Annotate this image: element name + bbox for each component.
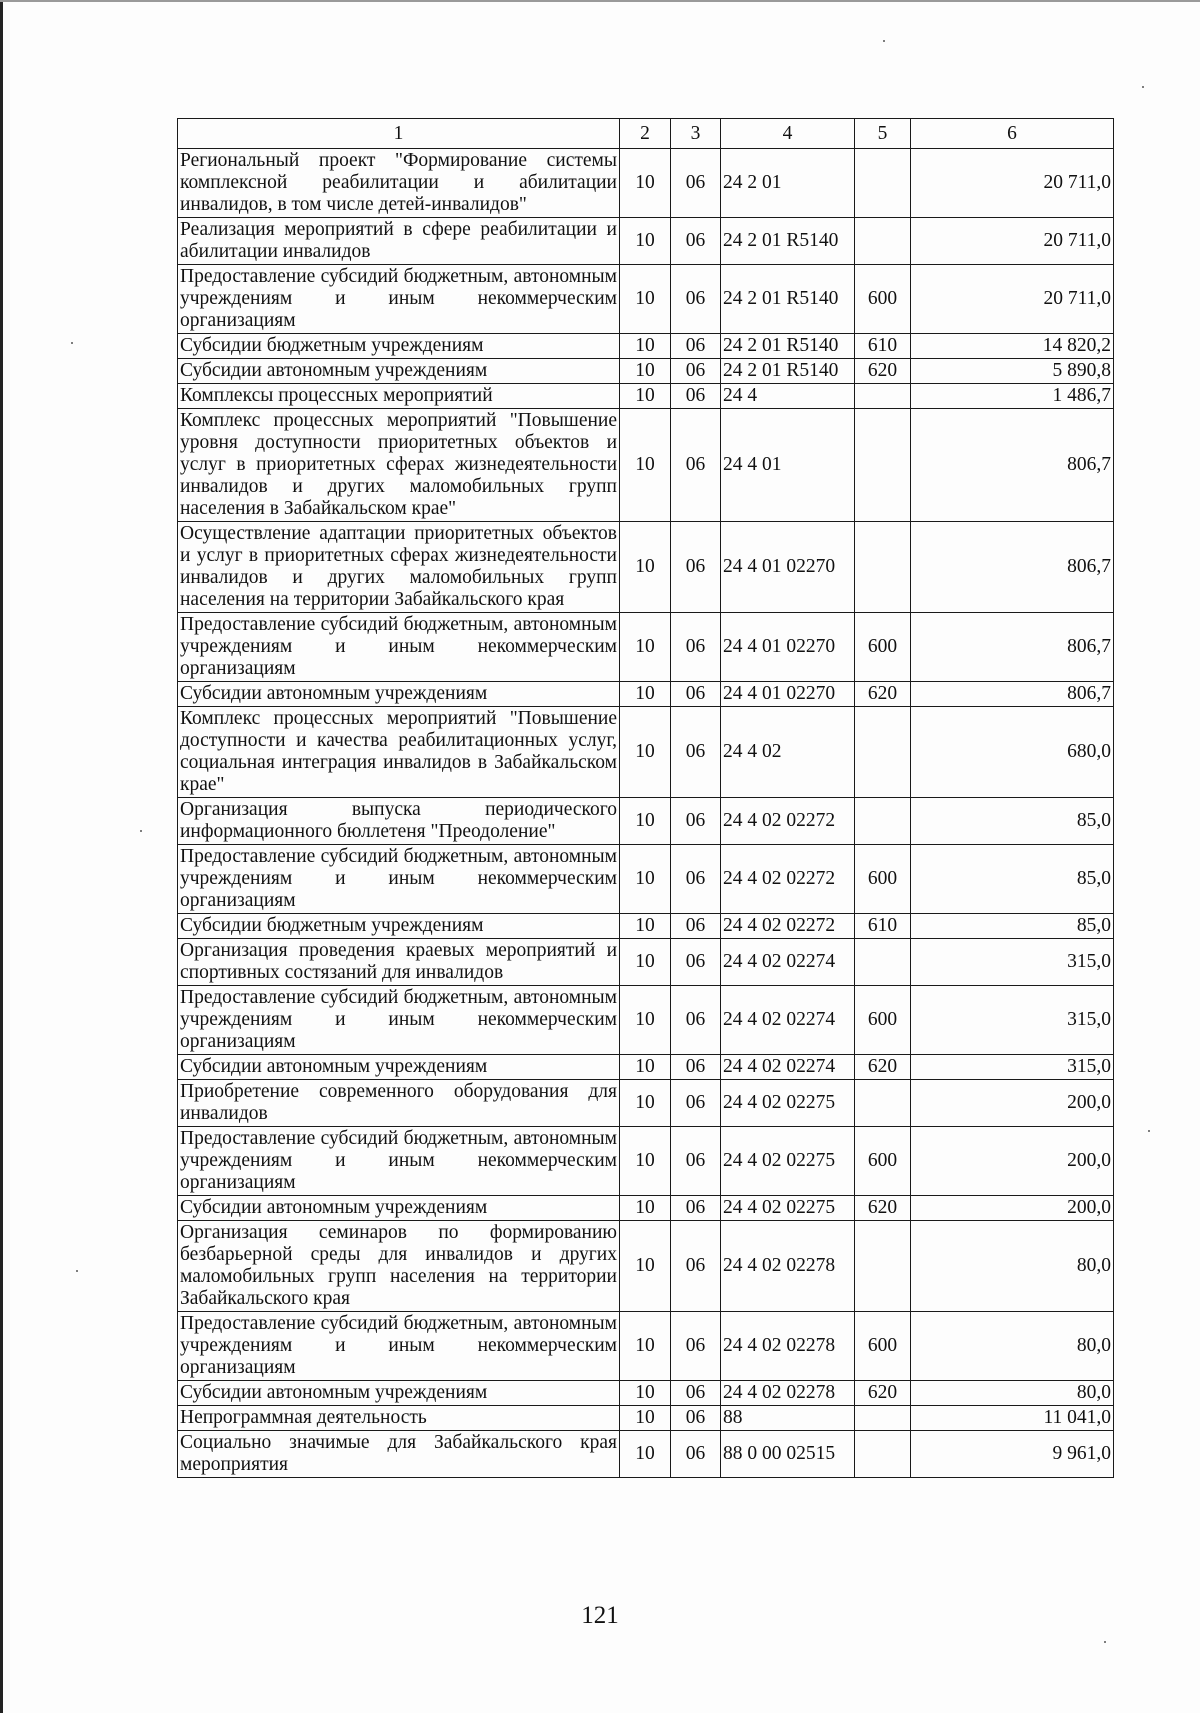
row-section: 10 [620,384,671,409]
row-amount: 80,0 [911,1221,1114,1312]
row-amount: 20 711,0 [911,149,1114,218]
row-name: Субсидии бюджетным учреждениям [178,914,620,939]
scan-speck [76,1270,78,1272]
row-target-article: 24 4 02 02278 [721,1312,855,1381]
row-subsection: 06 [671,334,721,359]
row-amount: 806,7 [911,682,1114,707]
row-name: Приобретение современного оборудования для инвалидов [178,1080,620,1127]
row-name: Субсидии автономным учреждениям [178,1055,620,1080]
scan-speck [1142,86,1144,88]
row-section: 10 [620,359,671,384]
row-subsection: 06 [671,1381,721,1406]
row-name: Субсидии автономным учреждениям [178,1381,620,1406]
table-row [178,265,1114,334]
column-header-name: 1 [178,119,620,149]
row-subsection: 06 [671,986,721,1055]
row-target-article: 24 4 02 02275 [721,1196,855,1221]
row-subsection: 06 [671,1055,721,1080]
row-name: Предоставление субсидий бюджетным, автономным учреждениям и иным некоммерческим организациям [178,1127,620,1196]
row-amount: 20 711,0 [911,265,1114,334]
row-target-article: 24 4 02 02274 [721,986,855,1055]
row-target-article: 24 2 01 R5140 [721,334,855,359]
row-name: Организация семинаров по формированию безбарьерной среды для инвалидов и других маломобильных групп населения на территории Забайкальского края [178,1221,620,1312]
row-amount: 806,7 [911,409,1114,522]
row-name: Предоставление субсидий бюджетным, автономным учреждениям и иным некоммерческим организациям [178,1312,620,1381]
budget-table [177,118,1114,1478]
table-row [178,218,1114,265]
row-target-article: 24 4 [721,384,855,409]
scan-edge-left [0,0,3,1713]
scan-speck [71,342,73,344]
scan-speck [1104,1641,1106,1643]
table-row [178,986,1114,1055]
row-name: Субсидии автономным учреждениям [178,1196,620,1221]
row-subsection: 06 [671,1431,721,1478]
table-row [178,1406,1114,1431]
table-row [178,1381,1114,1406]
row-target-article: 24 4 02 02272 [721,845,855,914]
row-target-article: 24 4 02 02272 [721,798,855,845]
row-expense-type [855,384,911,409]
row-expense-type [855,1221,911,1312]
row-target-article: 24 4 01 02270 [721,682,855,707]
row-subsection: 06 [671,149,721,218]
row-subsection: 06 [671,265,721,334]
row-subsection: 06 [671,359,721,384]
row-subsection: 06 [671,1080,721,1127]
row-subsection: 06 [671,1127,721,1196]
row-amount: 315,0 [911,1055,1114,1080]
row-subsection: 06 [671,1221,721,1312]
row-name: Комплексы процессных мероприятий [178,384,620,409]
row-section: 10 [620,522,671,613]
row-amount: 200,0 [911,1196,1114,1221]
row-section: 10 [620,1127,671,1196]
row-target-article: 24 4 02 02278 [721,1381,855,1406]
row-subsection: 06 [671,707,721,798]
table-row [178,613,1114,682]
table-row [178,1431,1114,1478]
row-amount: 85,0 [911,914,1114,939]
table-row [178,914,1114,939]
table-row [178,384,1114,409]
row-name: Субсидии автономным учреждениям [178,682,620,707]
row-target-article: 24 4 01 02270 [721,522,855,613]
row-target-article: 24 4 02 02272 [721,914,855,939]
row-section: 10 [620,1312,671,1381]
table-row [178,845,1114,914]
row-expense-type [855,707,911,798]
row-section: 10 [620,1080,671,1127]
column-header-expense-type: 5 [855,119,911,149]
column-header-amount: 6 [911,119,1114,149]
row-amount: 11 041,0 [911,1406,1114,1431]
row-section: 10 [620,1406,671,1431]
row-expense-type: 620 [855,359,911,384]
row-name: Социально значимые для Забайкальского края мероприятия [178,1431,620,1478]
row-target-article: 24 4 02 02275 [721,1080,855,1127]
row-section: 10 [620,986,671,1055]
row-name: Предоставление субсидий бюджетным, автономным учреждениям и иным некоммерческим организациям [178,986,620,1055]
row-name: Непрограммная деятельность [178,1406,620,1431]
scan-speck [140,830,142,832]
row-amount: 806,7 [911,613,1114,682]
row-name: Организация проведения краевых мероприятий и спортивных состязаний для инвалидов [178,939,620,986]
row-amount: 80,0 [911,1381,1114,1406]
row-amount: 20 711,0 [911,218,1114,265]
row-name: Предоставление субсидий бюджетным, автономным учреждениям и иным некоммерческим организациям [178,613,620,682]
table-row [178,939,1114,986]
row-section: 10 [620,939,671,986]
row-name: Субсидии автономным учреждениям [178,359,620,384]
row-target-article: 24 4 02 [721,707,855,798]
row-target-article: 24 4 02 02274 [721,939,855,986]
table-row [178,682,1114,707]
row-expense-type: 600 [855,845,911,914]
row-target-article: 24 4 02 02278 [721,1221,855,1312]
row-name: Субсидии бюджетным учреждениям [178,334,620,359]
row-name: Предоставление субсидий бюджетным, автономным учреждениям и иным некоммерческим организациям [178,845,620,914]
row-subsection: 06 [671,522,721,613]
row-subsection: 06 [671,384,721,409]
table-row [178,1312,1114,1381]
row-subsection: 06 [671,939,721,986]
row-name: Предоставление субсидий бюджетным, автономным учреждениям и иным некоммерческим организациям [178,265,620,334]
row-section: 10 [620,1431,671,1478]
row-section: 10 [620,798,671,845]
row-expense-type: 620 [855,1196,911,1221]
row-subsection: 06 [671,218,721,265]
row-amount: 85,0 [911,845,1114,914]
table-row [178,522,1114,613]
table-row [178,707,1114,798]
table-row [178,798,1114,845]
row-amount: 680,0 [911,707,1114,798]
column-header-section: 2 [620,119,671,149]
row-section: 10 [620,1221,671,1312]
row-expense-type: 620 [855,1055,911,1080]
row-section: 10 [620,218,671,265]
table-row [178,149,1114,218]
row-name: Комплекс процессных мероприятий "Повышение уровня доступности приоритетных объектов и услуг в приоритетных сферах жизнедеятельности инвалидов и других маломобильных групп населения в Забайкальском крае" [178,409,620,522]
row-amount: 9 961,0 [911,1431,1114,1478]
row-subsection: 06 [671,845,721,914]
scan-speck [1148,1130,1150,1132]
table-row [178,1080,1114,1127]
row-section: 10 [620,613,671,682]
row-expense-type: 610 [855,334,911,359]
row-expense-type: 600 [855,986,911,1055]
row-target-article: 88 0 00 02515 [721,1431,855,1478]
row-expense-type [855,1406,911,1431]
row-expense-type [855,798,911,845]
row-expense-type: 620 [855,682,911,707]
row-section: 10 [620,1055,671,1080]
table-row [178,1196,1114,1221]
row-expense-type [855,1431,911,1478]
table-row [178,1055,1114,1080]
row-target-article: 24 4 01 02270 [721,613,855,682]
row-subsection: 06 [671,1196,721,1221]
row-subsection: 06 [671,1312,721,1381]
row-section: 10 [620,409,671,522]
row-expense-type: 610 [855,914,911,939]
row-target-article: 24 2 01 R5140 [721,218,855,265]
row-section: 10 [620,707,671,798]
row-target-article: 24 4 02 02275 [721,1127,855,1196]
table-row [178,1127,1114,1196]
row-expense-type: 600 [855,1312,911,1381]
row-amount: 85,0 [911,798,1114,845]
row-subsection: 06 [671,409,721,522]
row-name: Реализация мероприятий в сфере реабилитации и абилитации инвалидов [178,218,620,265]
row-target-article: 88 [721,1406,855,1431]
row-section: 10 [620,914,671,939]
row-section: 10 [620,1381,671,1406]
row-section: 10 [620,265,671,334]
row-name: Организация выпуска периодического информационного бюллетеня "Преодоление" [178,798,620,845]
row-section: 10 [620,682,671,707]
scan-speck [883,40,885,42]
row-subsection: 06 [671,682,721,707]
row-subsection: 06 [671,613,721,682]
row-subsection: 06 [671,798,721,845]
row-amount: 200,0 [911,1127,1114,1196]
scan-edge-top [0,0,1200,2]
row-section: 10 [620,334,671,359]
table-body [178,149,1114,1478]
table-header-row [178,119,1114,149]
row-section: 10 [620,845,671,914]
row-subsection: 06 [671,1406,721,1431]
row-amount: 80,0 [911,1312,1114,1381]
row-expense-type [855,939,911,986]
column-header-subsection: 3 [671,119,721,149]
row-amount: 200,0 [911,1080,1114,1127]
page-number: 121 [581,1602,619,1629]
row-expense-type: 600 [855,265,911,334]
row-amount: 315,0 [911,939,1114,986]
row-target-article: 24 2 01 [721,149,855,218]
row-name: Комплекс процессных мероприятий "Повышение доступности и качества реабилитационных услуг, социальная интеграция инвалидов в Забайкальском крае" [178,707,620,798]
row-amount: 14 820,2 [911,334,1114,359]
row-subsection: 06 [671,914,721,939]
row-expense-type [855,1080,911,1127]
row-expense-type [855,149,911,218]
row-target-article: 24 4 02 02274 [721,1055,855,1080]
row-target-article: 24 4 01 [721,409,855,522]
row-expense-type [855,218,911,265]
row-expense-type: 600 [855,1127,911,1196]
table-row [178,409,1114,522]
table-row [178,1221,1114,1312]
row-expense-type [855,522,911,613]
row-target-article: 24 2 01 R5140 [721,359,855,384]
table-row [178,334,1114,359]
row-target-article: 24 2 01 R5140 [721,265,855,334]
row-name: Региональный проект "Формирование системы комплексной реабилитации и абилитации инвалидов, в том числе детей-инвалидов" [178,149,620,218]
row-amount: 5 890,8 [911,359,1114,384]
row-amount: 1 486,7 [911,384,1114,409]
column-header-target-article: 4 [721,119,855,149]
row-expense-type: 600 [855,613,911,682]
row-section: 10 [620,149,671,218]
row-amount: 806,7 [911,522,1114,613]
row-section: 10 [620,1196,671,1221]
row-expense-type: 620 [855,1381,911,1406]
row-expense-type [855,409,911,522]
row-amount: 315,0 [911,986,1114,1055]
table-row [178,359,1114,384]
row-name: Осуществление адаптации приоритетных объектов и услуг в приоритетных сферах жизнедеятельности инвалидов и других маломобильных групп населения на территории Забайкальского края [178,522,620,613]
